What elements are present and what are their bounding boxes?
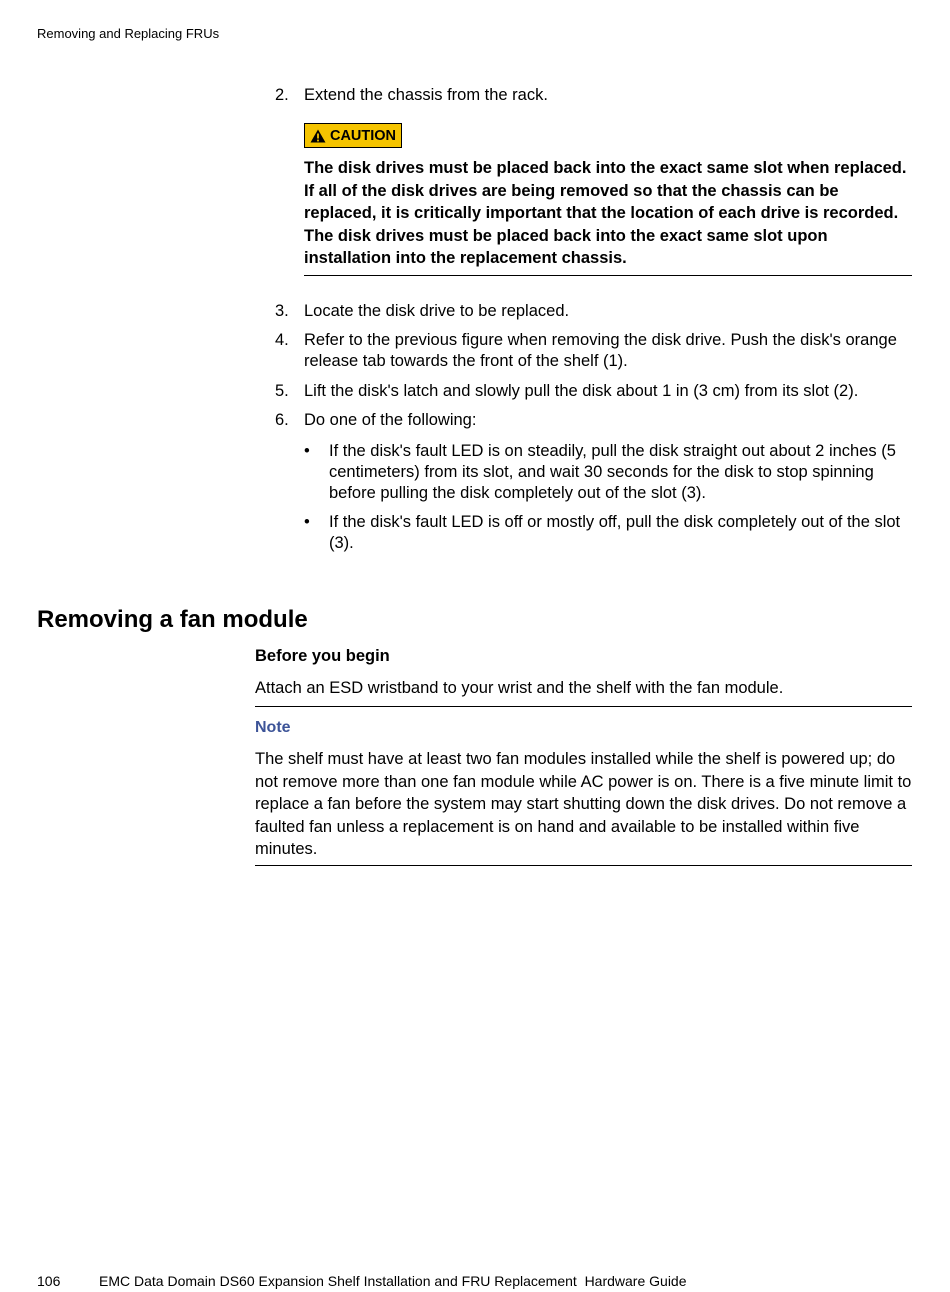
footer-doc-title: EMC Data Domain DS60 Expansion Shelf Installation and FRU Replacement Hardware Guide [99,1273,687,1289]
section-title: Removing a fan module [37,606,308,633]
caution-label: CAUTION [329,127,397,144]
step-text: Extend the chassis from the rack. [304,86,548,104]
caution-badge [304,123,402,148]
note-label: Note [255,719,291,736]
bullet-marker: • [304,513,310,531]
warning-triangle-icon [310,129,326,143]
step-number: 2. [275,86,289,104]
step-text: Locate the disk drive to be replaced. [304,302,570,320]
step-text: Lift the disk's latch and slowly pull the disk about 1 in (3 cm) from its slot (2). [304,382,859,400]
before-you-begin-text: Attach an ESD wristband to your wrist and the shelf with the fan module. [255,679,784,697]
caution-text: The disk drives must be placed back into the exact same slot when replaced. If all of the disk drives are being removed so that the chassis can be replaced, it is critically important that the location of each drive is recorded. The disk drives must be placed back into the exact same slot upon installation into the replacement chassis. [304,159,907,267]
step-text: Do one of the following: [304,411,477,429]
note-bottom-divider [255,865,912,866]
step-item [275,301,915,322]
step-number: 6. [275,411,289,429]
step-number: 5. [275,382,289,400]
note-text: The shelf must have at least two fan modules installed while the shelf is powered up; do not remove more than one fan module while AC power is on. There is a five minute limit to replace a fan before the system may start shutting down the disk drives. Do not remove a faulted fan unless a replacement is on hand and available to be installed within five minutes. [255,750,912,858]
before-you-begin-heading: Before you begin [255,647,390,665]
step-text: Refer to the previous figure when removing the disk drive. Push the disk's orange release tab towards the front of the shelf (1). [304,331,897,370]
step-item [275,85,915,106]
bullet-text: If the disk's fault LED is off or mostly off, pull the disk completely out of the slot (3). [329,513,901,552]
step-number: 3. [275,302,289,320]
page-number: 106 [37,1273,61,1289]
bullet-text: If the disk's fault LED is on steadily, pull the disk straight out about 2 inches (5 centimeters) from its slot, and wait 30 seconds for the disk to stop spinning before pulling the disk completely out of the slot (3). [329,442,896,502]
step-item [275,410,915,431]
step-item [275,330,915,372]
bullet-item [304,441,914,504]
step-item [275,381,915,402]
running-header: Removing and Replacing FRUs [37,26,220,41]
step-number: 4. [275,331,289,349]
bullet-item [304,512,914,554]
caution-divider [304,275,912,276]
bullet-marker: • [304,442,310,460]
note-top-divider [255,706,912,707]
